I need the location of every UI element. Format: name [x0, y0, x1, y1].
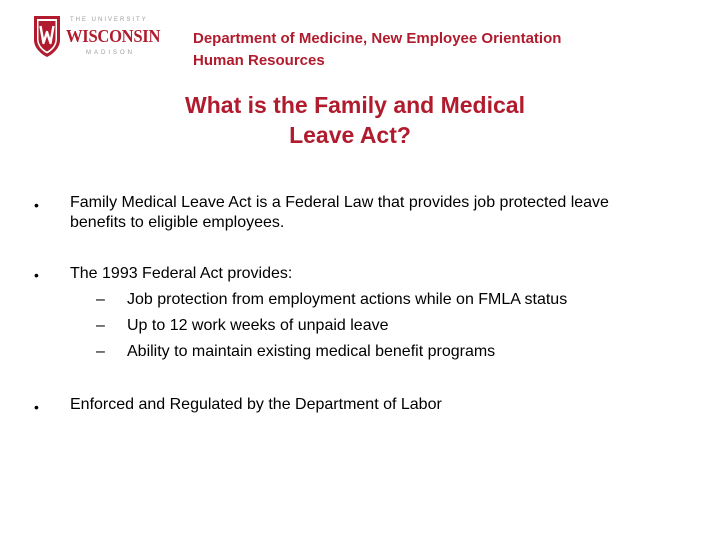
bullet-marker: •: [34, 399, 39, 415]
bullet-text: benefits to eligible employees.: [70, 214, 285, 231]
bullet-text: The 1993 Federal Act provides:: [70, 265, 293, 282]
slide-title-line-2: Leave Act?: [289, 122, 411, 148]
logo-lower-text: MADISON: [86, 50, 136, 56]
crest-icon: [32, 14, 62, 58]
bullet-marker: •: [34, 267, 39, 283]
slide-title-line-1: What is the Family and Medical: [185, 92, 525, 118]
subitem-text: Up to 12 work weeks of unpaid leave: [127, 317, 389, 334]
logo-name-text: WISCONSIN: [66, 26, 161, 46]
header-section: Human Resources: [193, 52, 325, 69]
subitem-text: Ability to maintain existing medical benefit programs: [127, 343, 496, 360]
bullet-text: Family Medical Leave Act is a Federal Law that provides job protected leave: [70, 194, 609, 211]
logo-upper-text: THE UNIVERSITY: [70, 17, 148, 23]
subitem-text: Job protection from employment actions while on FMLA status: [127, 291, 568, 308]
bullet-marker: •: [34, 197, 39, 213]
header-department: Department of Medicine, New Employee Orientation: [193, 30, 562, 47]
subitem-marker: –: [96, 291, 105, 308]
university-logo: [30, 14, 160, 62]
subitem-marker: –: [96, 343, 105, 360]
bullet-text: Enforced and Regulated by the Department of Labor: [70, 396, 442, 413]
subitem-marker: –: [96, 317, 105, 334]
